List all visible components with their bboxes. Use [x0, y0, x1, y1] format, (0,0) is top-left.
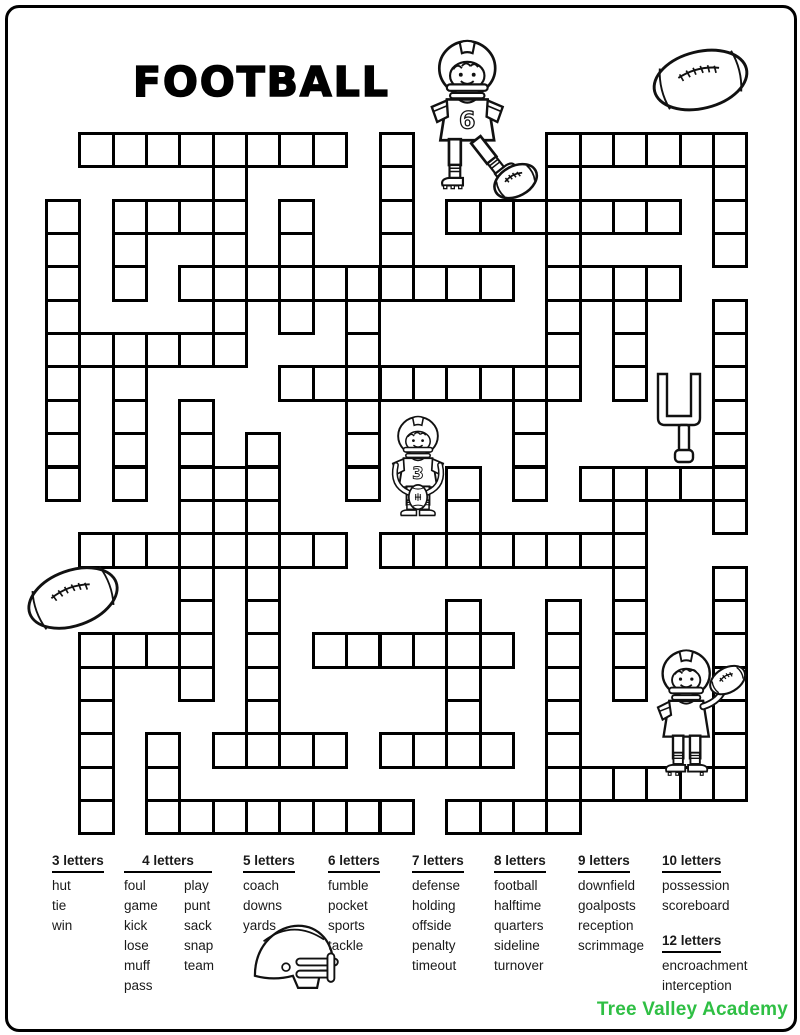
grid-cell — [479, 265, 515, 301]
grid-cell — [379, 632, 415, 668]
word-item: timeout — [412, 958, 457, 973]
grid-cell — [379, 799, 415, 835]
grid-cell — [545, 699, 581, 735]
grid-cell — [345, 265, 381, 301]
word-item: turnover — [494, 958, 544, 973]
grid-cell — [145, 199, 181, 235]
word-column — [243, 876, 303, 936]
grid-cell — [579, 532, 615, 568]
word-group — [124, 851, 244, 996]
grid-cell — [379, 365, 415, 401]
word-item: hut — [52, 878, 71, 893]
grid-cell — [579, 265, 615, 301]
grid-cell — [278, 732, 314, 768]
word-item: encroachment — [662, 958, 748, 973]
grid-cell — [112, 632, 148, 668]
grid-cell — [612, 499, 648, 535]
grid-cell — [178, 666, 214, 702]
word-column — [412, 876, 472, 976]
word-group-header: 6 letters — [328, 851, 380, 873]
word-item: pocket — [328, 898, 368, 913]
word-group-header: 9 letters — [578, 851, 630, 873]
grid-cell — [178, 532, 214, 568]
grid-cell — [612, 532, 648, 568]
grid-cell — [112, 365, 148, 401]
grid-cell — [212, 299, 248, 335]
grid-cell — [445, 699, 481, 735]
word-group — [578, 851, 645, 956]
grid-cell — [445, 632, 481, 668]
word-item: tackle — [328, 938, 364, 953]
grid-cell — [579, 466, 615, 502]
grid-cell — [178, 265, 214, 301]
grid-cell — [178, 499, 214, 535]
grid-cell — [178, 799, 214, 835]
word-item: offside — [412, 918, 452, 933]
grid-cell — [412, 732, 448, 768]
word-item: kick — [124, 918, 148, 933]
word-group — [412, 851, 472, 976]
word-item: football — [494, 878, 538, 893]
word-item: game — [124, 898, 158, 913]
grid-cell — [545, 799, 581, 835]
grid-cell — [312, 732, 348, 768]
word-column — [124, 876, 184, 996]
grid-cell — [178, 466, 214, 502]
grid-cell — [112, 332, 148, 368]
word-item: goalposts — [578, 898, 636, 913]
grid-cell — [579, 199, 615, 235]
word-group-header: 4 letters — [124, 851, 212, 873]
word-group-header: 12 letters — [662, 931, 721, 953]
grid-cell — [545, 532, 581, 568]
grid-cell — [512, 532, 548, 568]
grid-cell — [312, 265, 348, 301]
word-group — [243, 851, 303, 936]
word-item: pass — [124, 978, 153, 993]
word-item: muff — [124, 958, 151, 973]
grid-cell — [212, 232, 248, 268]
word-group-header: 3 letters — [52, 851, 104, 873]
grid-cell — [178, 132, 214, 168]
grid-cell — [712, 332, 748, 368]
grid-cell — [512, 432, 548, 468]
grid-cell — [78, 666, 114, 702]
grid-cell — [445, 599, 481, 635]
word-column — [52, 876, 112, 936]
grid-cell — [412, 632, 448, 668]
grid-cell — [712, 499, 748, 535]
grid-cell — [612, 132, 648, 168]
grid-cell — [212, 532, 248, 568]
grid-cell — [712, 132, 748, 168]
word-item: team — [184, 958, 215, 973]
grid-cell — [112, 232, 148, 268]
grid-cell — [78, 732, 114, 768]
grid-cell — [178, 432, 214, 468]
grid-cell — [579, 132, 615, 168]
grid-cell — [712, 199, 748, 235]
word-item: downs — [243, 898, 283, 913]
word-column — [578, 876, 645, 956]
grid-cell — [412, 265, 448, 301]
grid-cell — [445, 732, 481, 768]
grid-cell — [245, 432, 281, 468]
brand: Tree Valley Academy — [596, 999, 788, 1020]
grid-cell — [445, 265, 481, 301]
word-group — [662, 931, 748, 996]
word-item: sports — [328, 918, 365, 933]
football-player-holding-ball-icon — [376, 399, 460, 541]
grid-cell — [545, 132, 581, 168]
grid-cell — [45, 365, 81, 401]
grid-cell — [45, 466, 81, 502]
grid-cell — [312, 532, 348, 568]
grid-cell — [278, 799, 314, 835]
grid-cell — [345, 632, 381, 668]
grid-cell — [45, 265, 81, 301]
word-group-header: 10 letters — [662, 851, 721, 873]
grid-cell — [479, 732, 515, 768]
word-item: punt — [184, 898, 211, 913]
word-item: downfield — [578, 878, 636, 893]
word-item: halftime — [494, 898, 542, 913]
grid-cell — [612, 332, 648, 368]
word-item: possession — [662, 878, 730, 893]
word-group-header: 7 letters — [412, 851, 464, 873]
grid-cell — [579, 766, 615, 802]
grid-cell — [612, 265, 648, 301]
grid-cell — [712, 466, 748, 502]
grid-cell — [679, 466, 715, 502]
grid-cell — [112, 399, 148, 435]
grid-cell — [145, 766, 181, 802]
grid-cell — [245, 599, 281, 635]
grid-cell — [245, 532, 281, 568]
grid-cell — [45, 299, 81, 335]
grid-cell — [345, 365, 381, 401]
grid-cell — [178, 399, 214, 435]
grid-cell — [245, 632, 281, 668]
svg-text:3: 3 — [412, 462, 424, 483]
grid-cell — [612, 299, 648, 335]
grid-cell — [712, 566, 748, 602]
grid-cell — [345, 332, 381, 368]
grid-cell — [278, 265, 314, 301]
grid-cell — [712, 599, 748, 635]
word-item: foul — [124, 878, 146, 893]
grid-cell — [445, 365, 481, 401]
word-item: scrimmage — [578, 938, 645, 953]
grid-cell — [379, 732, 415, 768]
word-item: sideline — [494, 938, 540, 953]
grid-cell — [145, 732, 181, 768]
grid-cell — [312, 365, 348, 401]
word-column — [184, 876, 244, 996]
grid-cell — [245, 566, 281, 602]
grid-cell — [312, 799, 348, 835]
word-column — [662, 876, 730, 916]
football-player-kicking-icon — [408, 36, 548, 208]
grid-cell — [45, 332, 81, 368]
word-item: fumble — [328, 878, 369, 893]
grid-cell — [479, 532, 515, 568]
grid-cell — [612, 199, 648, 235]
grid-cell — [278, 365, 314, 401]
grid-cell — [612, 599, 648, 635]
word-item: tie — [52, 898, 67, 913]
word-group — [662, 851, 730, 916]
word-item: lose — [124, 938, 149, 953]
grid-cell — [645, 265, 681, 301]
grid-cell — [379, 232, 415, 268]
grid-cell — [545, 732, 581, 768]
grid-cell — [112, 432, 148, 468]
grid-cell — [679, 132, 715, 168]
word-group — [494, 851, 554, 976]
word-group-header: 8 letters — [494, 851, 546, 873]
grid-cell — [545, 766, 581, 802]
grid-cell — [512, 466, 548, 502]
grid-cell — [345, 299, 381, 335]
grid-cell — [45, 399, 81, 435]
word-group — [52, 851, 112, 936]
word-item: win — [52, 918, 73, 933]
grid-cell — [145, 132, 181, 168]
word-item: yards — [243, 918, 277, 933]
word-item: holding — [412, 898, 456, 913]
grid-cell — [545, 232, 581, 268]
svg-text:6: 6 — [459, 106, 476, 135]
grid-cell — [245, 732, 281, 768]
grid-cell — [545, 599, 581, 635]
grid-cell — [512, 399, 548, 435]
grid-cell — [245, 799, 281, 835]
grid-cell — [78, 799, 114, 835]
grid-cell — [245, 466, 281, 502]
grid-cell — [178, 332, 214, 368]
word-item: reception — [578, 918, 634, 933]
grid-cell — [278, 232, 314, 268]
grid-cell — [212, 165, 248, 201]
grid-cell — [78, 332, 114, 368]
grid-cell — [445, 666, 481, 702]
grid-cell — [512, 799, 548, 835]
grid-cell — [545, 365, 581, 401]
grid-cell — [78, 699, 114, 735]
grid-cell — [345, 799, 381, 835]
word-item: sack — [184, 918, 212, 933]
grid-cell — [112, 265, 148, 301]
grid-cell — [712, 165, 748, 201]
grid-cell — [645, 132, 681, 168]
grid-cell — [312, 132, 348, 168]
grid-cell — [145, 532, 181, 568]
grid-cell — [212, 732, 248, 768]
grid-cell — [78, 132, 114, 168]
grid-cell — [612, 566, 648, 602]
grid-cell — [479, 365, 515, 401]
grid-cell — [545, 165, 581, 201]
word-item: snap — [184, 938, 214, 953]
word-item: coach — [243, 878, 280, 893]
word-column — [494, 876, 554, 976]
goalpost-icon — [650, 370, 718, 466]
grid-cell — [245, 132, 281, 168]
grid-cell — [212, 265, 248, 301]
grid-cell — [178, 566, 214, 602]
grid-cell — [312, 632, 348, 668]
word-column — [662, 956, 748, 996]
grid-cell — [545, 299, 581, 335]
grid-cell — [178, 632, 214, 668]
grid-cell — [278, 299, 314, 335]
grid-cell — [545, 265, 581, 301]
word-item: quarters — [494, 918, 544, 933]
grid-cell — [145, 632, 181, 668]
word-item: penalty — [412, 938, 456, 953]
word-item: interception — [662, 978, 732, 993]
grid-cell — [178, 199, 214, 235]
grid-cell — [45, 199, 81, 235]
grid-cell — [212, 332, 248, 368]
grid-cell — [145, 799, 181, 835]
grid-cell — [712, 299, 748, 335]
word-item: defense — [412, 878, 461, 893]
grid-cell — [78, 766, 114, 802]
grid-cell — [45, 432, 81, 468]
grid-cell — [545, 199, 581, 235]
grid-cell — [612, 466, 648, 502]
grid-cell — [245, 699, 281, 735]
grid-cell — [178, 599, 214, 635]
football-player-catching-icon — [640, 648, 755, 780]
grid-cell — [245, 666, 281, 702]
grid-cell — [112, 199, 148, 235]
grid-cell — [245, 499, 281, 535]
grid-cell — [145, 332, 181, 368]
grid-cell — [445, 799, 481, 835]
grid-cell — [212, 132, 248, 168]
grid-cell — [512, 365, 548, 401]
grid-cell — [78, 632, 114, 668]
grid-cell — [278, 532, 314, 568]
grid-cell — [479, 799, 515, 835]
grid-cell — [545, 332, 581, 368]
grid-cell — [545, 632, 581, 668]
grid-cell — [245, 265, 281, 301]
grid-cell — [278, 132, 314, 168]
grid-cell — [278, 199, 314, 235]
grid-cell — [412, 365, 448, 401]
grid-cell — [612, 365, 648, 401]
football-icon-top-right — [648, 40, 753, 120]
grid-cell — [45, 232, 81, 268]
word-group-header: 5 letters — [243, 851, 295, 873]
grid-cell — [712, 232, 748, 268]
grid-cell — [645, 199, 681, 235]
football-icon-left — [22, 560, 124, 636]
word-group — [328, 851, 388, 956]
word-item: play — [184, 878, 209, 893]
grid-cell — [112, 466, 148, 502]
grid-cell — [645, 466, 681, 502]
grid-cell — [545, 666, 581, 702]
page-title: FOOTBALL — [133, 58, 390, 106]
word-column — [328, 876, 388, 956]
grid-cell — [479, 632, 515, 668]
grid-cell — [212, 466, 248, 502]
grid-cell — [379, 265, 415, 301]
grid-cell — [212, 199, 248, 235]
grid-cell — [112, 132, 148, 168]
word-item: scoreboard — [662, 898, 730, 913]
grid-cell — [212, 799, 248, 835]
